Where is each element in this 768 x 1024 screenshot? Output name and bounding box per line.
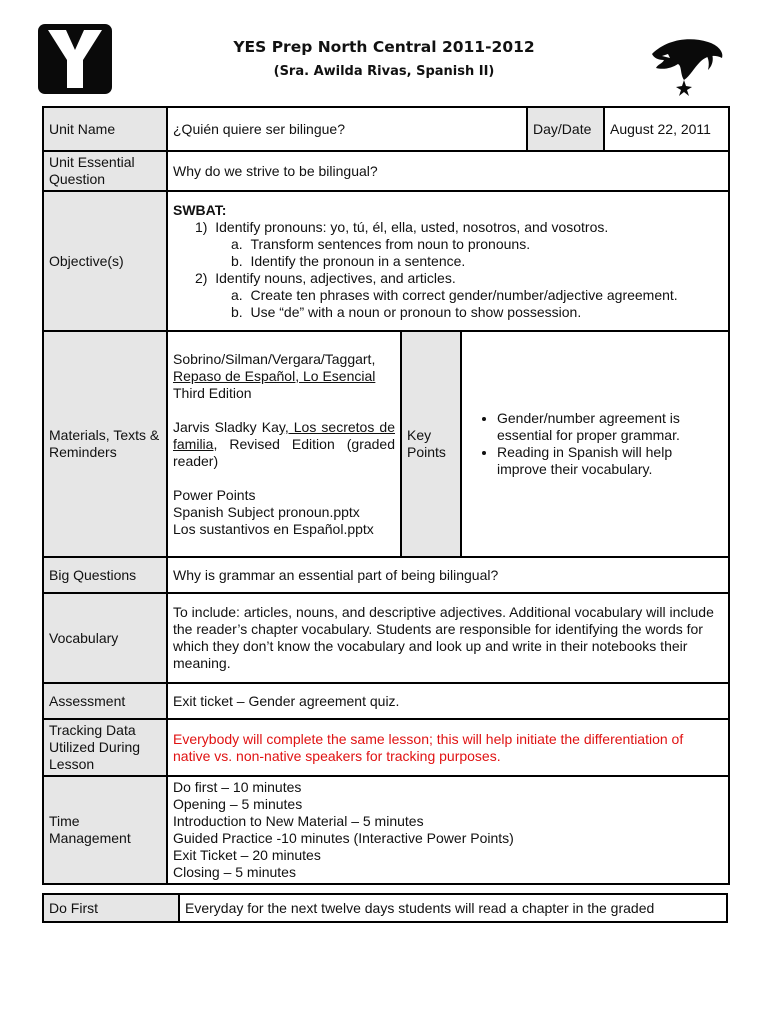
- key-points-label: Key Points: [401, 331, 461, 557]
- big-questions-label: Big Questions: [43, 557, 167, 593]
- time-management-cell: [167, 776, 729, 884]
- essential-question-value: Why do we strive to be bilingual?: [167, 151, 729, 191]
- row-time-management: [43, 776, 729, 884]
- key-point: • Gender/number agreement is essential for proper grammar.: [497, 410, 723, 444]
- time-item: Exit Ticket – 20 minutes: [173, 847, 321, 863]
- page-subtitle: (Sra. Awilda Rivas, Spanish II): [273, 64, 495, 79]
- objectives-heading: SWBAT:: [173, 201, 227, 218]
- objectives-cell: [167, 191, 729, 331]
- book2: Jarvis Sladky Kay, Los secretos de familia, Revised Edition (graded reader): [173, 418, 395, 469]
- do-first-value: Everyday for the next twelve days students will read a chapter in the graded: [179, 894, 727, 922]
- power-point-1: Spanish Subject pronoun.pptx: [173, 503, 360, 520]
- power-points-heading: Power Points: [173, 486, 256, 503]
- materials-cell: [167, 331, 401, 557]
- do-first-label: Do First: [43, 894, 179, 922]
- day-date-label: Day/Date: [527, 107, 604, 151]
- row-essential-question: [43, 151, 729, 191]
- time-item: Closing – 5 minutes: [173, 864, 296, 880]
- objective-1a: a. Transform sentences from noun to pronouns.: [231, 235, 531, 252]
- time-item: Do first – 10 minutes: [173, 779, 302, 795]
- assessment-label: Assessment: [43, 683, 167, 719]
- row-assessment: [43, 683, 729, 719]
- book1-title: Repaso de Español, Lo Esencial: [173, 367, 376, 384]
- row-big-questions: [43, 557, 729, 593]
- vocabulary-value: To include: articles, nouns, and descriptive adjectives. Additional vocabulary will include the reader’s chapter vocabulary. Students are responsible for identifying the words for which they don’t know the vocabulary and look up and write in their notebooks their meaning.: [167, 593, 729, 683]
- tracking-label: Tracking Data Utilized During Lesson: [43, 719, 167, 776]
- row-vocabulary: [43, 593, 729, 683]
- row-tracking: [43, 719, 729, 776]
- unit-name-value: ¿Quién quiere ser bilingue?: [167, 107, 527, 151]
- objective-2: 2) Identify nouns, adjectives, and articles.: [195, 269, 456, 286]
- lesson-plan-table: [42, 106, 730, 885]
- key-point: • Reading in Spanish will help improve their vocabulary.: [497, 444, 723, 478]
- big-questions-value: Why is grammar an essential part of being bilingual?: [167, 557, 729, 593]
- time-item: Opening – 5 minutes: [173, 796, 303, 812]
- row-unit-name: [43, 107, 729, 151]
- time-item: Guided Practice -10 minutes (Interactive Power Points): [173, 830, 514, 846]
- book1-authors: Sobrino/Silman/Vergara/Taggart,: [173, 350, 376, 367]
- row-materials: [43, 331, 729, 557]
- objective-1: 1) Identify pronouns: yo, tú, él, ella, usted, nosotros, and vosotros.: [195, 218, 609, 235]
- book1-edition: Third Edition: [173, 384, 252, 401]
- objective-2b: b. Use “de” with a noun or pronoun to show possession.: [231, 303, 582, 320]
- time-management-label: Time Management: [43, 776, 167, 884]
- power-point-2: Los sustantivos en Español.pptx: [173, 520, 374, 537]
- vocabulary-label: Vocabulary: [43, 593, 167, 683]
- materials-label: Materials, Texts & Reminders: [43, 331, 167, 557]
- objective-2a: a. Create ten phrases with correct gender/number/adjective agreement.: [231, 286, 678, 303]
- do-first-table: [42, 893, 728, 923]
- assessment-value: Exit ticket – Gender agreement quiz.: [167, 683, 729, 719]
- row-objectives: [43, 191, 729, 331]
- essential-question-label: Unit Essential Question: [43, 151, 167, 191]
- unit-name-label: Unit Name: [43, 107, 167, 151]
- objectives-label: Objective(s): [43, 191, 167, 331]
- page-title: YES Prep North Central 2011-2012: [233, 38, 535, 56]
- yes-prep-logo: [38, 24, 112, 94]
- key-points-cell: [461, 331, 729, 557]
- objective-1b: b. Identify the pronoun in a sentence.: [231, 252, 466, 269]
- day-date-value: August 22, 2011: [604, 107, 729, 151]
- time-item: Introduction to New Material – 5 minutes: [173, 813, 424, 829]
- tracking-value: Everybody will complete the same lesson; this will help initiate the differentiation of native vs. non-native speakers for tracking purposes.: [167, 719, 729, 776]
